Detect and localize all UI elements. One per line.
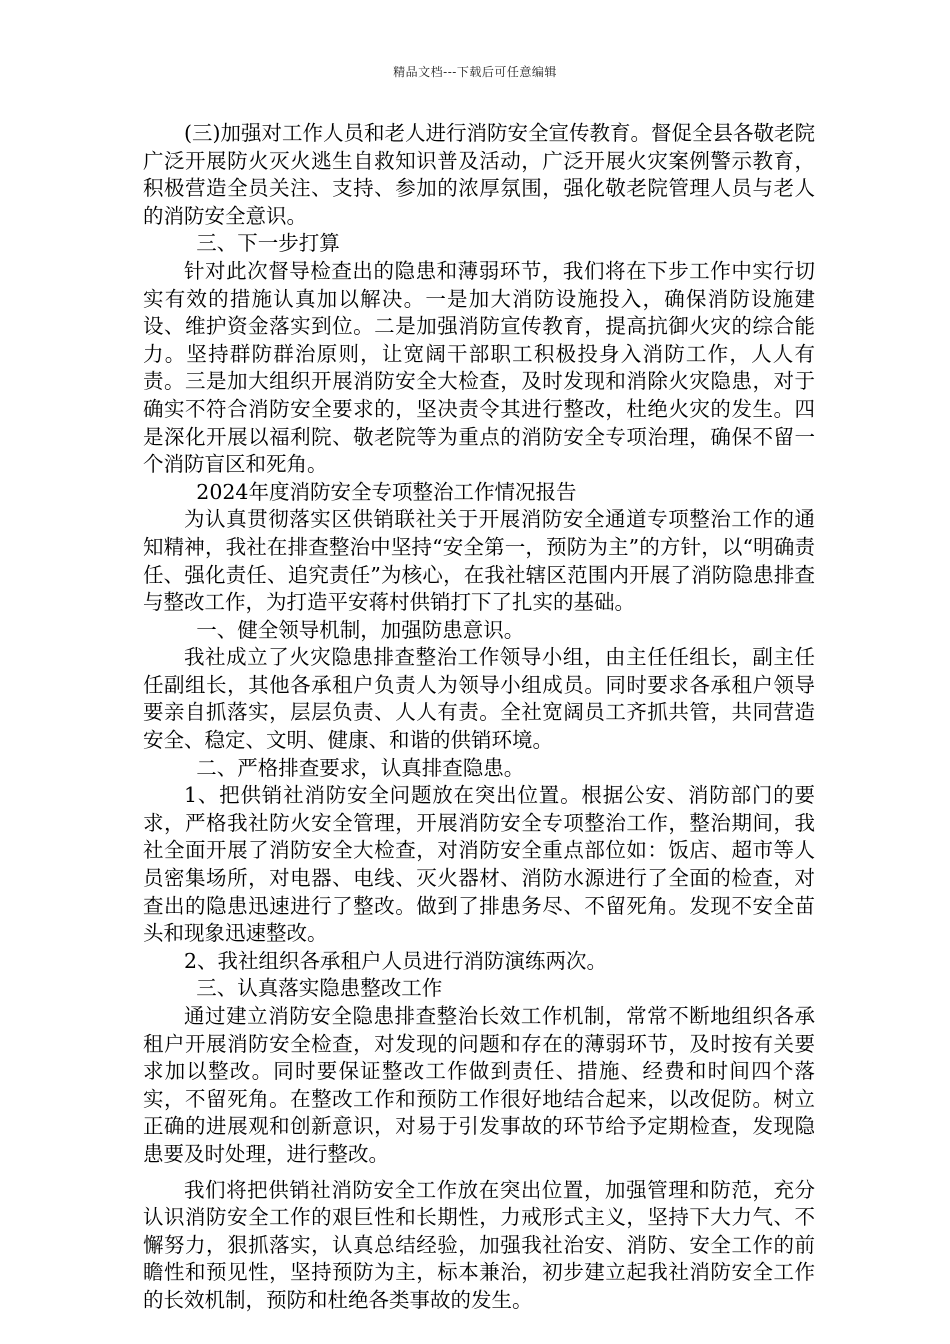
paragraph-next-steps: 针对此次督导检查出的隐患和薄弱环节，我们将在下步工作中实行切实有效的措施认真加以解决。一是加大消防设施投入，确保消防设施建设、维护资金落实到位。二是加强消防宣传教育，提高抗御火灾的综合能力。坚持群防群治原则，让宽阔干部职工积极投身入消防工作，人人有责。三是加大组织开展消防安全大检查，及时发现和消除火灾隐患，对于确实不符合消防安全要求的，坚决责令其进行整改，杜绝火灾的发生。四是深化开展以福利院、敬老院等为重点的消防安全专项治理，确保不留一个消防盲区和死角。: [143, 258, 815, 477]
section-heading-next-steps: 三、下一步打算: [196, 231, 340, 256]
paragraph-inspection-item-2: 2、我社组织各承租户人员进行消防演练两次。: [184, 948, 608, 973]
document-body: [143, 120, 815, 1315]
paragraph-fire-education: (三)加强对工作人员和老人进行消防安全宣传教育。督促全县各敬老院广泛开展防火灭火逃生自救知识普及活动，广泛开展火灾案例警示教育，积极营造全员关注、支持、参加的浓厚氛围，强化敬老院管理人员与老人的消防安全意识。: [143, 121, 815, 228]
paragraph-conclusion: 我们将把供销社消防安全工作放在突出位置，加强管理和防范，充分认识消防安全工作的艰巨性和长期性，力戒形式主义，坚持下大力气、不懈努力，狠抓落实，认真总结经验，加强我社治安、消防、安全工作的前瞻性和预见性，坚持预防为主，标本兼治，初步建立起我社消防安全工作的长效机制，预防和杜绝各类事故的发生。: [143, 1177, 815, 1312]
section-heading-leadership: 一、健全领导机制，加强防患意识。: [196, 617, 525, 642]
paragraph-leadership: 我社成立了火灾隐患排查整治工作领导小组，由主任任组长，副主任任副组长，其他各承租户负责人为领导小组成员。同时要求各承租户领导要亲自抓落实，层层负责、人人有责。全社宽阔员工齐抓共管，共同营造安全、稳定、文明、健康、和谐的供销环境。: [143, 645, 815, 753]
paragraph-report-intro: 为认真贯彻落实区供销联社关于开展消防安全通道专项整治工作的通知精神，我社在排查整治中坚持“安全第一，预防为主”的方针，以“明确责任、强化责任、追究责任”为核心，在我社辖区范围内开展了消防隐患排查与整改工作，为打造平安蒋村供销打下了扎实的基础。: [143, 507, 815, 615]
page-header: 精品文档---下载后可任意编辑: [393, 65, 557, 79]
report-title: 2024年度消防安全专项整治工作情况报告: [196, 479, 577, 504]
section-heading-inspection: 二、严格排查要求，认真排查隐患。: [196, 755, 525, 780]
paragraph-rectification: 通过建立消防安全隐患排查整治长效工作机制，常常不断地组织各承租户开展消防安全检查，对发现的问题和存在的薄弱环节，及时按有关要求加以整改。同时要保证整改工作做到责任、措施、经费和时间四个落实，不留死角。在整改工作和预防工作很好地结合起来，以改促防。树立正确的进展观和创新意识，对易于引发事故的环节给予定期检查，发现隐患要及时处理，进行整改。: [143, 1004, 815, 1166]
paragraph-inspection-item-1: 1、把供销社消防安全问题放在突出位置。根据公安、消防部门的要求，严格我社防火安全管理，开展消防安全专项整治工作，整治期间，我社全面开展了消防安全大检查，对消防安全重点部位如：饭店、超市等人员密集场所，对电器、电线、灭火器材、消防水源进行了全面的检查，对查出的隐患迅速进行了整改。做到了排患务尽、不留死角。发现不安全苗头和现象迅速整改。: [143, 783, 815, 946]
section-heading-rectification: 三、认真落实隐患整改工作: [196, 976, 443, 1001]
